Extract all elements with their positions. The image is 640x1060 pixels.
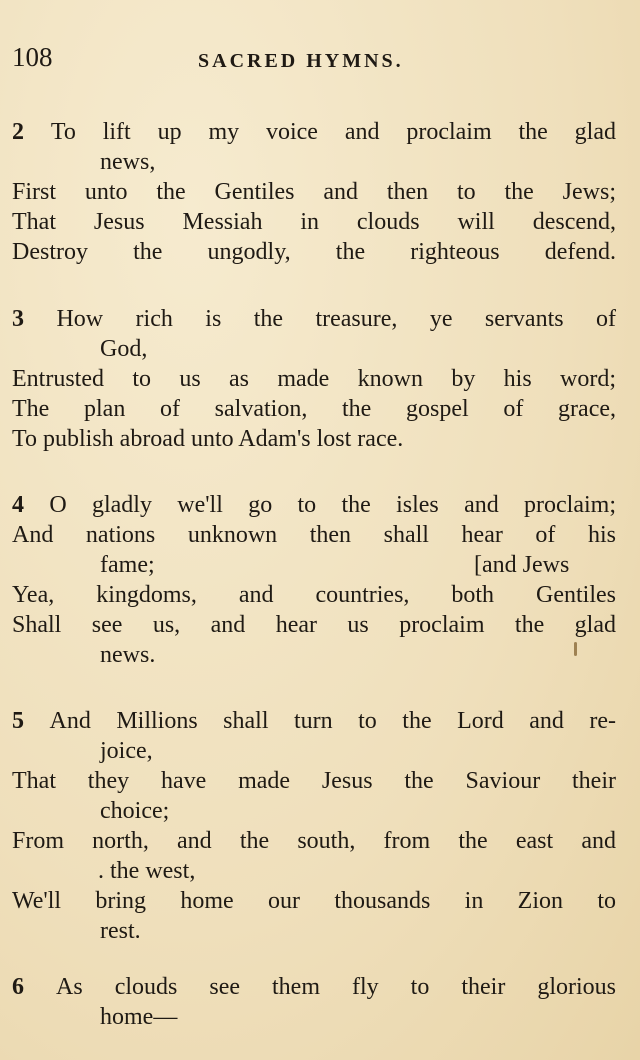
stanza-3-line-2: God, [100, 336, 148, 362]
verse-text: As clouds see them fly to their glorious [56, 974, 616, 1000]
stanza-4-line-3: fame; [100, 552, 155, 578]
stanza-number: 5 [12, 708, 24, 734]
stanza-4-line-2: And nations unknown then shall hear of his [12, 522, 616, 548]
stanza-number: 3 [12, 306, 24, 332]
stanza-4-line-6: news. [100, 642, 156, 668]
stanza-2-line-1 [12, 117, 616, 147]
stanza-4-bracket-turnover: [and Jews [474, 552, 570, 578]
verse-text: To lift up my voice and proclaim the glad [50, 119, 617, 145]
stanza-5-line-4: choice; [100, 798, 170, 824]
stanza-3-line-4: The plan of salvation, the gospel of grace, [12, 396, 616, 422]
page-header [12, 42, 612, 78]
stanza-2-line-3: First unto the Gentiles and then to the Jews; [12, 179, 616, 205]
stanza-number: 4 [12, 492, 24, 518]
stanza-4-line-5: Shall see us, and hear us proclaim the glad [12, 612, 616, 638]
stanza-number: 2 [12, 119, 24, 145]
stanza-6-line-1 [12, 972, 616, 1002]
stanza-5-line-7: We'll bring home our thousands in Zion to [12, 888, 616, 914]
stanza-6-line-2: home— [100, 1004, 178, 1030]
stanza-3-line-5: To publish abroad unto Adam's lost race. [12, 426, 404, 452]
verse-text: And Millions shall turn to the Lord and re- [49, 708, 617, 734]
stanza-5-line-6: . the west, [98, 858, 196, 884]
stanza-5-line-1 [12, 706, 616, 736]
stanza-3-line-1 [12, 304, 616, 334]
stanza-4-line-1 [12, 490, 616, 520]
stanza-5-line-5: From north, and the south, from the east and [12, 828, 616, 854]
stanza-3-line-3: Entrusted to us as made known by his word; [12, 366, 616, 392]
stanza-2-line-2: news, [100, 149, 156, 175]
stanza-5-line-2: joice, [100, 738, 153, 764]
stanza-2-line-4: That Jesus Messiah in clouds will descend, [12, 209, 616, 235]
stanza-2-line-5: Destroy the ungodly, the righteous defend. [12, 239, 616, 265]
verse-text: O gladly we'll go to the isles and proclaim; [49, 492, 616, 518]
stanza-5-line-3: That they have made Jesus the Saviour their [12, 768, 616, 794]
stanza-4-line-4: Yea, kingdoms, and countries, both Gentiles [12, 582, 616, 608]
page-number: 108 [12, 42, 53, 72]
verse-text: How rich is the treasure, ye servants of [56, 306, 617, 332]
ink-speck [574, 642, 577, 656]
running-head: SACRED HYMNS. [198, 50, 404, 72]
stanza-5-line-8: rest. [100, 918, 141, 944]
stanza-number: 6 [12, 974, 24, 1000]
